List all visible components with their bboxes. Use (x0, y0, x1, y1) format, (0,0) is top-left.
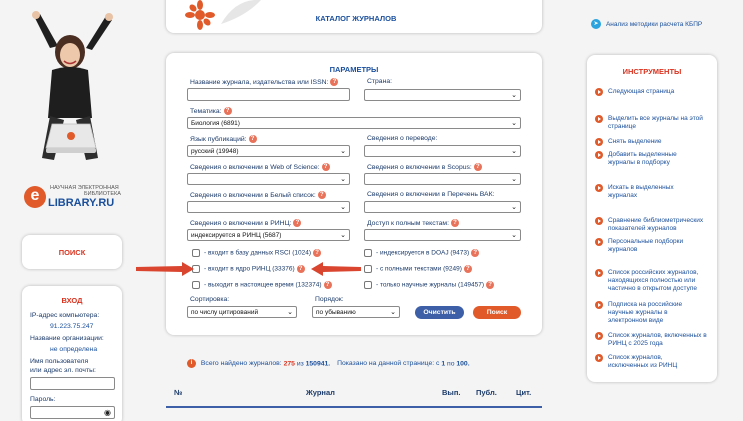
tool-compare-indicators-label[interactable]: Сравнение библиометрических показателей журналов (608, 217, 704, 232)
sort-select-value: по числу цитирований (191, 309, 259, 316)
tools-title: ИНСТРУМЕНТЫ (622, 67, 682, 76)
rsci-checkbox[interactable] (192, 249, 200, 257)
white-list-select[interactable] (187, 201, 350, 213)
eye-icon[interactable]: ◉ (104, 408, 111, 417)
col-cits: Цит. (516, 388, 532, 397)
chevron-down-icon: ⌄ (340, 148, 346, 155)
found-count: 275 (283, 360, 295, 368)
shown-from: 1 (441, 360, 446, 368)
vak-select[interactable] (364, 201, 521, 213)
password-input[interactable] (30, 406, 115, 419)
help-icon[interactable]: ? (249, 135, 257, 143)
help-icon[interactable]: ? (224, 107, 232, 115)
topic-label-text: Тематика: (190, 107, 222, 115)
lang-select[interactable] (187, 145, 350, 157)
chevron-down-icon: ⌄ (340, 176, 346, 183)
lang-select-value: русский (19948) (191, 148, 239, 155)
help-icon[interactable]: ? (471, 249, 479, 257)
scientific-only-checkbox[interactable] (364, 281, 372, 289)
org-value: не определена (50, 346, 98, 353)
arrow-circle-icon (595, 301, 603, 309)
help-icon[interactable]: ? (451, 219, 459, 227)
results-table-header (166, 382, 542, 408)
annotation-arrow-right (311, 262, 361, 276)
arrow-circle-icon (595, 269, 603, 277)
tool-subscription-label[interactable]: Подписка на российские научные журналы в электронном виде (608, 301, 683, 324)
chevron-down-icon: ⌄ (340, 232, 346, 239)
chevron-down-icon: ⌄ (511, 92, 517, 99)
translation-select[interactable] (364, 145, 521, 157)
clear-button[interactable]: Очистить (415, 306, 464, 319)
sort-select[interactable] (187, 306, 297, 318)
telegram-icon: ➤ (591, 19, 601, 29)
wos-label-text: Сведения о включении в Web of Science: (190, 163, 320, 171)
order-select-value: по убыванию (316, 309, 356, 316)
current-checkbox-label (204, 281, 332, 289)
access-select[interactable] (364, 229, 521, 241)
wos-label (190, 163, 330, 171)
access-label-text: Доступ к полным текстам: (367, 219, 449, 227)
telegram-link-label[interactable]: Анализ методики расчета КБПР (605, 20, 703, 28)
sort-label: Сортировка: (190, 296, 230, 303)
tool-personal-collections-label[interactable]: Персональные подборки журналов (608, 238, 684, 253)
name-label-text: Название журнала, издательства или ISSN: (190, 78, 329, 86)
topic-select-value: Биология (6891) (191, 120, 240, 127)
annotation-arrow-left (136, 262, 196, 276)
wos-select[interactable] (187, 173, 350, 185)
arrow-circle-icon (595, 184, 603, 192)
tool-deselect-label[interactable]: Снять выделение (608, 138, 662, 145)
help-icon[interactable]: ? (474, 163, 482, 171)
doaj-checkbox-label (376, 249, 479, 257)
rsci-checkbox-text: - входит в базу данных RSCI (1024) (204, 249, 312, 257)
shown-to-word: по (447, 360, 455, 368)
doaj-checkbox-text: - индексируется в DOAJ (9473) (376, 249, 470, 257)
logo-e-circle (24, 186, 46, 208)
search-button[interactable]: Поиск (473, 306, 521, 319)
arrow-circle-icon (595, 332, 603, 340)
help-icon[interactable]: ? (297, 265, 305, 273)
chevron-down-icon: ⌄ (511, 204, 517, 211)
telegram-link[interactable] (591, 19, 702, 29)
rinc-label-text: Сведения о включении в РИНЦ: (190, 219, 292, 227)
leaf-decoration-icon (216, 0, 266, 26)
arrow-circle-icon (595, 88, 603, 96)
rinc-label (190, 219, 301, 227)
ip-value: 91.223.75.247 (50, 323, 94, 330)
chevron-down-icon: ⌄ (511, 120, 517, 127)
translation-label: Сведения о переводе: (367, 135, 438, 142)
help-icon[interactable]: ? (318, 191, 326, 199)
help-icon[interactable]: ? (322, 163, 330, 171)
mascot-illustration (20, 8, 120, 168)
username-label-2: или адрес эл. почты: (30, 367, 96, 374)
arrow-circle-icon (595, 151, 603, 159)
name-label (190, 78, 338, 86)
chevron-down-icon: ⌄ (511, 232, 517, 239)
chevron-down-icon: ⌄ (390, 309, 396, 316)
rinc-core-checkbox-label (204, 265, 305, 273)
shown-to: 100. (456, 360, 470, 368)
elibrary-logo[interactable] (24, 184, 124, 212)
tool-select-all-label[interactable]: Выделить все журналы на этой странице (608, 115, 703, 130)
catalog-title: КАТАЛОГ ЖУРНАЛОВ (315, 14, 397, 23)
password-label: Пароль: (30, 396, 56, 403)
tool-rinc-2025-label[interactable]: Список журналов, включенных в РИНЦ с 2025 года (608, 332, 707, 347)
catalog-header (166, 0, 542, 33)
shown-text: Показано на данной странице: с (337, 360, 440, 368)
scopus-label (367, 163, 482, 171)
tool-next-page-label[interactable]: Следующая страница (608, 88, 675, 95)
current-checkbox[interactable] (192, 281, 200, 289)
arrow-circle-icon (595, 138, 603, 146)
chevron-down-icon: ⌄ (340, 204, 346, 211)
access-label (367, 219, 459, 227)
logo-text: LIBRARY.RU (48, 197, 115, 209)
login-panel (22, 286, 122, 421)
search-panel[interactable] (22, 235, 122, 269)
arrow-circle-icon (595, 115, 603, 123)
fulltext-checkbox-text: - с полными текстами (9249) (376, 265, 462, 273)
scopus-select[interactable] (364, 173, 521, 185)
fulltext-checkbox-label (376, 265, 472, 273)
col-journal: Журнал (306, 388, 335, 397)
org-label: Название организации: (30, 335, 104, 342)
chevron-down-icon: ⌄ (287, 309, 293, 316)
arrow-circle-icon (595, 354, 603, 362)
scientific-only-checkbox-label (376, 281, 494, 289)
current-checkbox-text: - выходит в настоящее время (132374) (204, 281, 322, 289)
chevron-down-icon: ⌄ (511, 176, 517, 183)
help-icon[interactable]: ? (293, 219, 301, 227)
tool-open-access-list-label[interactable]: Список российских журналов, находящихся полностью или частично в открытом доступе (608, 269, 699, 292)
params-title: ПАРАМЕТРЫ (329, 65, 379, 74)
lang-label-text: Язык публикаций: (190, 135, 247, 143)
col-pubs: Публ. (476, 388, 497, 397)
logo-small-text-1: НАУЧНАЯ ЭЛЕКТРОННАЯ (50, 185, 119, 191)
col-number: № (174, 388, 183, 397)
vak-label: Сведения о включении в Перечень ВАК: (367, 191, 495, 198)
username-label-1: Имя пользователя (30, 358, 89, 365)
order-select[interactable] (312, 306, 400, 318)
scientific-only-checkbox-text: - только научные журналы (149457) (376, 281, 485, 289)
tool-rinc-excluded-label[interactable]: Список журналов, исключенных из РИНЦ (608, 354, 678, 369)
arrow-circle-icon (595, 238, 603, 246)
params-panel (166, 53, 542, 335)
tool-add-to-collection-label[interactable]: Добавить выделенные журналы в подборку (608, 151, 677, 166)
tool-search-in-selected-label[interactable]: Искать в выделенных журналах (608, 184, 674, 199)
white-list-label (190, 191, 326, 199)
topic-label (190, 107, 232, 115)
flower-icon (180, 0, 220, 30)
fulltext-checkbox[interactable] (364, 265, 372, 273)
help-icon[interactable]: ? (330, 78, 338, 86)
name-input[interactable] (187, 88, 350, 101)
rsci-checkbox-label (204, 249, 321, 257)
col-issues: Вып. (442, 388, 461, 397)
found-of: из (296, 360, 304, 368)
country-select[interactable] (364, 89, 521, 101)
country-label: Страна: (367, 78, 393, 85)
rinc-core-checkbox-text: - входит в ядро РИНЦ (33376) (204, 265, 295, 273)
rinc-select-value: индексируется в РИНЦ (5687) (191, 232, 282, 239)
lang-label (190, 135, 257, 143)
tools-list (595, 88, 713, 378)
login-title: ВХОД (61, 296, 83, 305)
white-list-label-text: Сведения о включении в Белый список: (190, 191, 316, 199)
info-icon: i (187, 359, 196, 368)
help-icon[interactable]: ? (313, 249, 321, 257)
topic-select[interactable] (187, 117, 521, 129)
rinc-select[interactable] (187, 229, 350, 241)
help-icon[interactable]: ? (464, 265, 472, 273)
doaj-checkbox[interactable] (364, 249, 372, 257)
arrow-circle-icon (595, 217, 603, 225)
help-icon[interactable]: ? (324, 281, 332, 289)
ip-label: IP-адрес компьютера: (30, 312, 100, 319)
search-panel-title[interactable]: ПОИСК (58, 248, 86, 257)
results-summary (187, 359, 470, 368)
order-label: Порядок: (315, 296, 344, 303)
logo-letter: e (30, 187, 40, 204)
logo-small-text-2: БИБЛИОТЕКА (84, 191, 121, 197)
scopus-label-text: Сведения о включении в Scopus: (367, 163, 472, 171)
found-total: 150941. (305, 360, 331, 368)
found-prefix: Всего найдено журналов: (200, 360, 282, 368)
help-icon[interactable]: ? (486, 281, 494, 289)
chevron-down-icon: ⌄ (511, 148, 517, 155)
username-input[interactable] (30, 377, 115, 390)
tools-panel (587, 55, 717, 382)
